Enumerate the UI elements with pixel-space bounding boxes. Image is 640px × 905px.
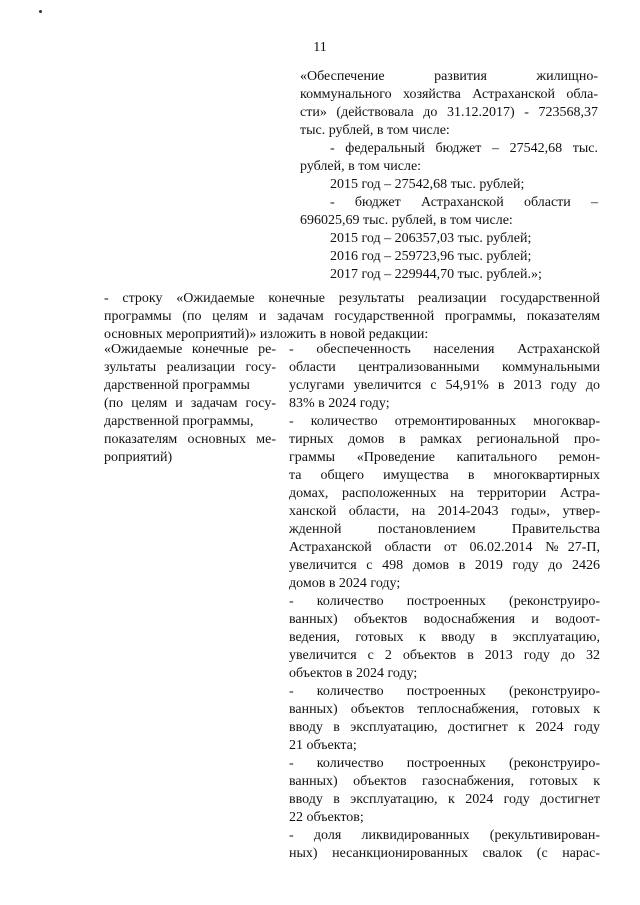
top-line-8: - бюджет Астраханской области – bbox=[330, 195, 598, 210]
right-line-26: вводу в эксплуатацию, к 2024 году достигнет bbox=[289, 792, 600, 807]
top-line-2: коммунального хозяйства Астраханской обла- bbox=[300, 87, 598, 102]
top-line-1: «Обеспечение развития жилищно- bbox=[300, 69, 598, 84]
right-line-22: вводу в эксплуатацию, достигнет к 2024 году bbox=[289, 720, 600, 735]
right-line-27: 22 объектов; bbox=[289, 810, 364, 825]
right-line-2: области централизованными коммунальными bbox=[289, 360, 600, 375]
left-line-6: показателям основных ме- bbox=[104, 432, 276, 447]
right-line-8: та общего имущества в многоквартирных bbox=[289, 468, 600, 483]
right-line-29: ных) несанкционированных свалок (с нарас- bbox=[289, 846, 600, 861]
right-line-12: Астраханской области от 06.02.2014 №27-П, bbox=[289, 540, 600, 555]
left-line-3: дарственной программы bbox=[104, 378, 250, 393]
top-line-10: 2015 год – 206357,03 тыс. рублей; bbox=[330, 231, 532, 246]
right-line-14: домов в 2024 году; bbox=[289, 576, 401, 591]
right-line-21: ванных) объектов теплоснабжения, готовых к bbox=[289, 702, 600, 717]
right-line-25: ванных) объектов газоснабжения, готовых к bbox=[289, 774, 600, 789]
top-line-3: сти» (действовала до 31.12.2017) - 723568,37 bbox=[300, 105, 598, 120]
right-line-23: 21 объекта; bbox=[289, 738, 357, 753]
right-line-3: услугами увеличится с 54,91% в 2013 году до bbox=[289, 378, 600, 393]
right-line-16: ванных) объектов водоснабжения и водоот- bbox=[289, 612, 600, 627]
right-line-19: объектов в 2024 году; bbox=[289, 666, 418, 681]
left-line-4: (по целям и задачам госу- bbox=[104, 396, 276, 411]
right-line-28: - доля ликвидированных (рекультивирован- bbox=[289, 828, 600, 843]
left-line-1: «Ожидаемые конечные ре- bbox=[104, 342, 276, 357]
right-line-4: 83% в 2024 году; bbox=[289, 396, 390, 411]
right-line-20: - количество построенных (реконструиро- bbox=[289, 684, 600, 699]
left-line-7: роприятий) bbox=[104, 450, 173, 465]
top-line-4: тыс. рублей, в том числе: bbox=[300, 123, 450, 138]
right-line-7: граммы «Проведение капитального ремон- bbox=[289, 450, 600, 465]
right-line-6: тирных домов в рамках региональной про- bbox=[289, 432, 600, 447]
instruction-line-1: - строку «Ожидаемые конечные результаты реализации государственной bbox=[104, 291, 600, 306]
left-line-2: зультаты реализации госу- bbox=[104, 360, 276, 375]
top-line-7: 2015 год – 27542,68 тыс. рублей; bbox=[330, 177, 525, 192]
right-line-24: - количество построенных (реконструиро- bbox=[289, 756, 600, 771]
right-line-9: домах, расположенных на территории Астра- bbox=[289, 486, 600, 501]
right-line-11: жденной постановлением Правительства bbox=[289, 522, 600, 537]
top-line-6: рублей, в том числе: bbox=[300, 159, 422, 174]
scan-dot bbox=[39, 10, 42, 13]
top-line-5: - федеральный бюджет – 27542,68 тыс. bbox=[330, 141, 598, 156]
top-line-11: 2016 год – 259723,96 тыс. рублей; bbox=[330, 249, 532, 264]
top-line-12: 2017 год – 229944,70 тыс. рублей.»; bbox=[330, 267, 542, 282]
right-line-18: увеличится с 2 объектов в 2013 году до 32 bbox=[289, 648, 600, 663]
top-line-9: 696025,69 тыс. рублей, в том числе: bbox=[300, 213, 513, 228]
right-line-5: - количество отремонтированных многоквар- bbox=[289, 414, 600, 429]
right-line-1: - обеспеченность населения Астраханской bbox=[289, 342, 600, 357]
right-line-13: увеличится с 498 домов в 2019 году до 2426 bbox=[289, 558, 600, 573]
instruction-line-2: программы (по целям и задачам государственной программы, показателям bbox=[104, 309, 600, 324]
right-line-17: ведения, готовых к вводу в эксплуатацию, bbox=[289, 630, 600, 645]
left-line-5: дарственной программы, bbox=[104, 414, 254, 429]
right-line-10: ханской области, на 2014-2043 годы», утвер- bbox=[289, 504, 600, 519]
instruction-line-3: основных мероприятий)» изложить в новой редакции: bbox=[104, 327, 429, 342]
page-number: 11 bbox=[313, 40, 327, 55]
right-line-15: - количество построенных (реконструиро- bbox=[289, 594, 600, 609]
